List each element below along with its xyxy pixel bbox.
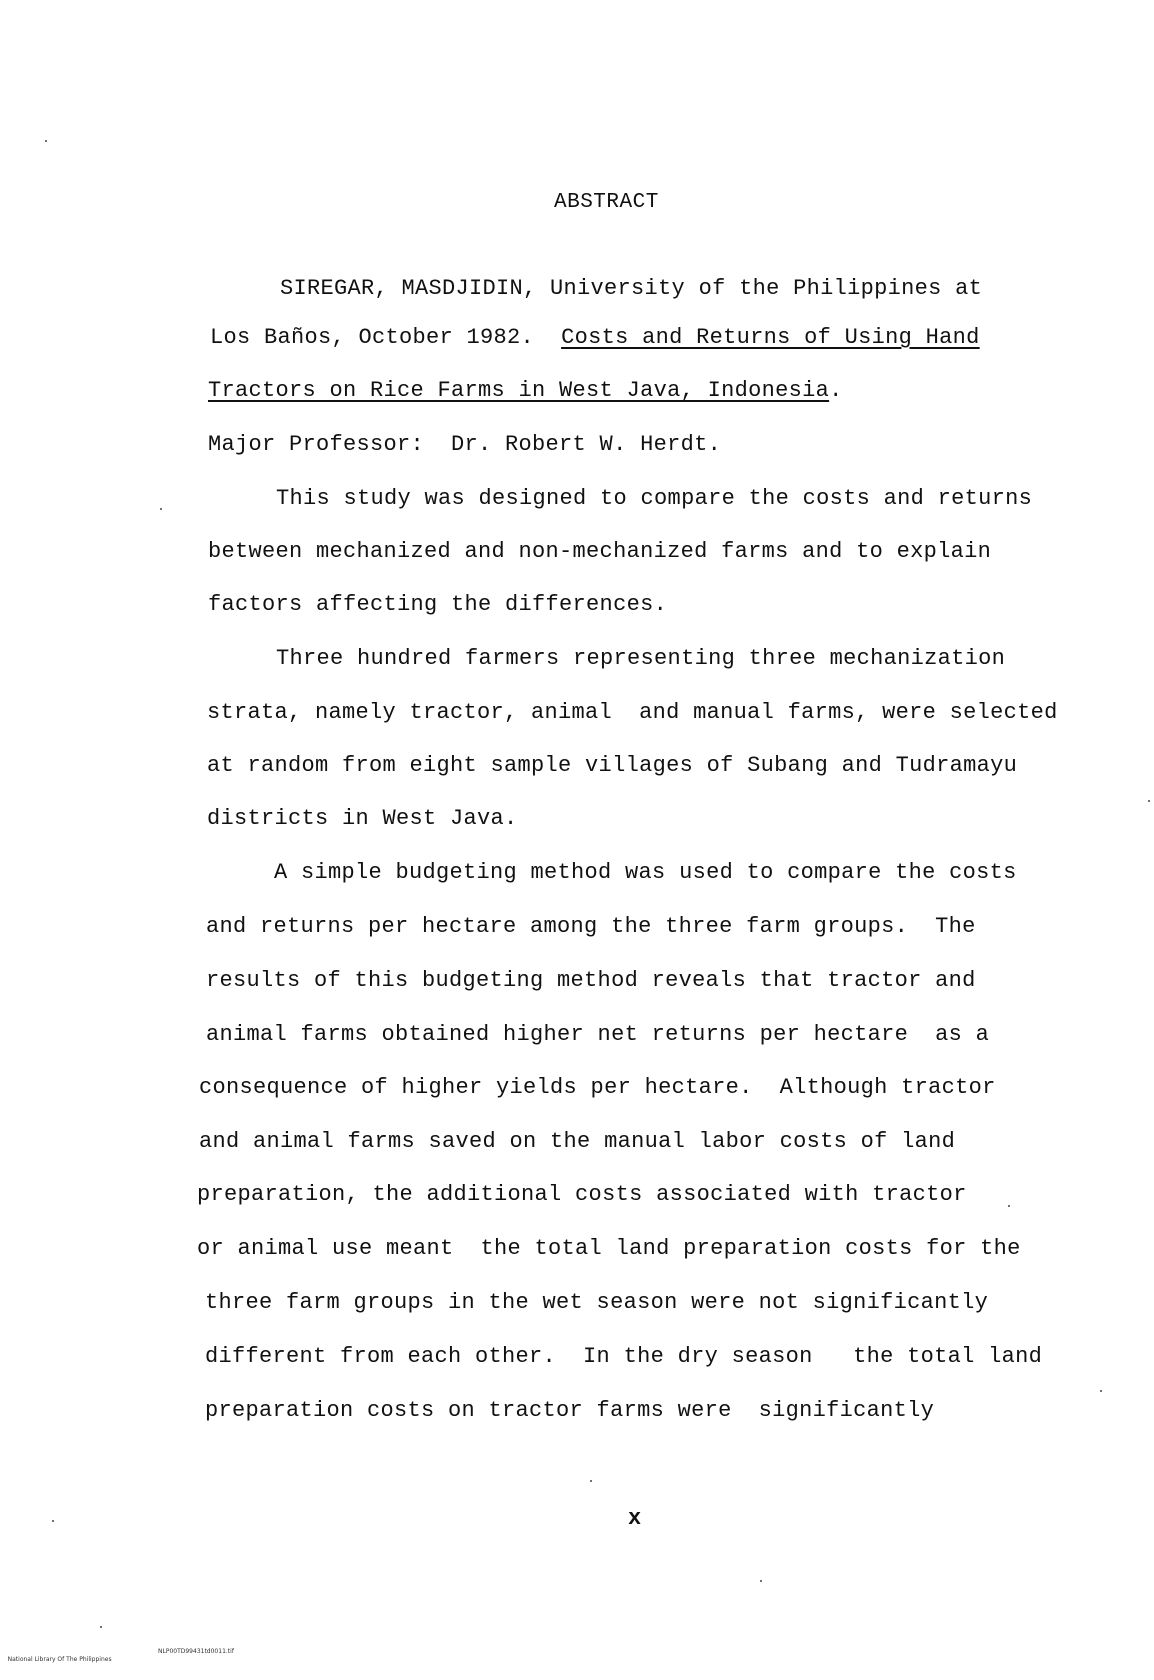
paragraph-3-line-10: different from each other. In the dry season the total land [205,1344,1043,1369]
citation-line-3: Tractors on Rice Farms in West Java, Indonesia. [208,378,843,403]
paragraph-3-line-5: consequence of higher yields per hectare. Although tractor [199,1075,996,1100]
scan-speck [52,1520,54,1522]
scan-speck [45,140,47,142]
paragraph-3-line-2: and returns per hectare among the three farm groups. The [206,914,976,939]
paragraph-3-line-11: preparation costs on tractor farms were significantly [205,1398,935,1423]
major-professor-line: Major Professor: Dr. Robert W. Herdt. [208,432,722,457]
paragraph-3-line-6: and animal farms saved on the manual labor costs of land [199,1129,956,1154]
paragraph-1-line-2: between mechanized and non-mechanized farms and to explain [208,539,992,564]
citation-line-1: SIREGAR, MASDJIDIN, University of the Philippines at [280,276,983,301]
paragraph-3-line-3: results of this budgeting method reveals that tractor and [206,968,976,993]
scan-speck [760,1580,762,1582]
paragraph-3-line-9: three farm groups in the wet season were not significantly [205,1290,989,1315]
scan-speck [1100,1390,1102,1392]
footer-file-code: NLP00TD99431td0011.tif [158,1648,234,1655]
paragraph-1-line-3: factors affecting the differences. [208,592,668,617]
scan-speck [160,508,162,510]
paragraph-3-line-8: or animal use meant the total land preparation costs for the [197,1236,1021,1261]
paragraph-2-line-1: Three hundred farmers representing three mechanization [276,646,1006,671]
paragraph-1-line-1: This study was designed to compare the costs and returns [276,486,1033,511]
paragraph-2-line-4: districts in West Java. [207,806,518,831]
citation-line-2 [210,325,980,351]
scan-speck [590,1480,592,1482]
thesis-title-part-1: Costs and Returns of Using Hand [561,325,980,350]
scan-footer [0,1648,234,1680]
paragraph-2-line-3: at random from eight sample villages of Subang and Tudramayu [207,753,1018,778]
paragraph-3-line-4: animal farms obtained higher net returns per hectare as a [206,1022,990,1047]
footer-library: National Library Of The Philippines [7,1656,112,1663]
paragraph-3-line-1: A simple budgeting method was used to compare the costs [274,860,1017,885]
thesis-title-part-2: Tractors on Rice Farms in West Java, Indonesia [208,378,830,403]
page-number: x [628,1506,642,1531]
scan-speck [100,1626,102,1628]
scan-speck [1148,800,1150,802]
citation-date: Los Baños, October 1982. [210,325,535,350]
paragraph-3-line-7: preparation, the additional costs associated with tractor [197,1182,967,1207]
abstract-heading: ABSTRACT [554,191,659,214]
paragraph-2-line-2: strata, namely tractor, animal and manual farms, were selected [207,700,1058,725]
scan-speck [1008,1205,1010,1207]
